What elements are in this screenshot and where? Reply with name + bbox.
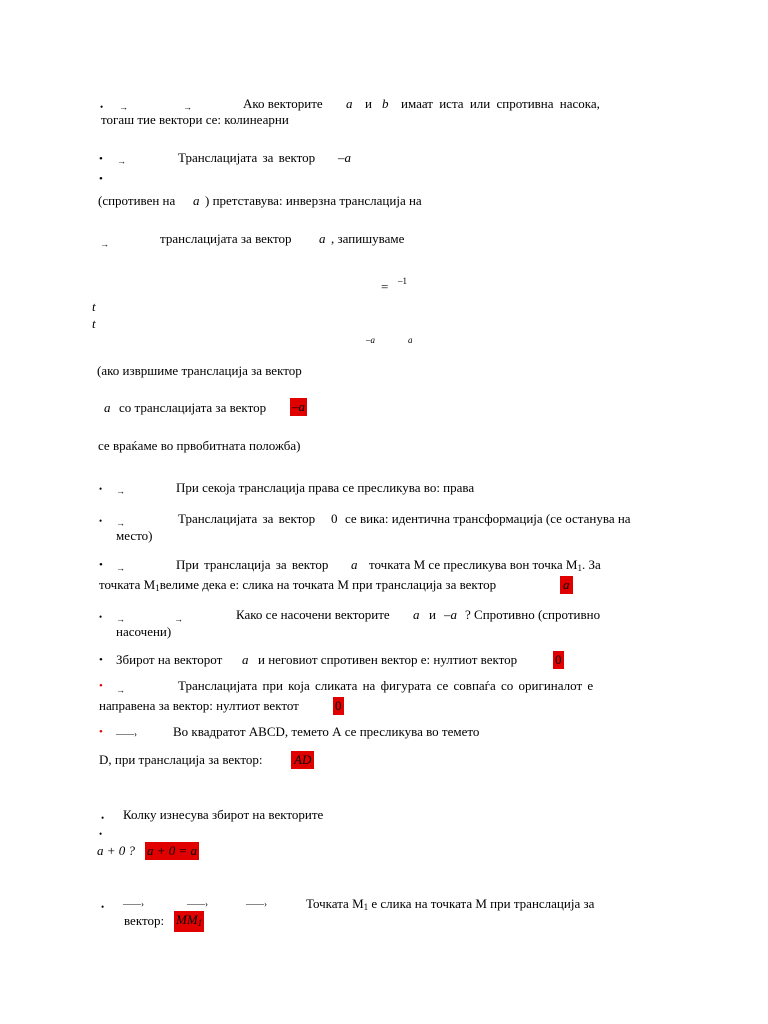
zero-vector: 0	[331, 511, 338, 526]
vector-a: a	[319, 231, 326, 246]
answer-highlight: a + 0 = a	[147, 843, 198, 858]
bullet: •	[99, 559, 103, 571]
item6-line2: насочени)	[116, 624, 172, 639]
item8-line2: направена за вектор: нултиот вектот	[99, 698, 299, 713]
item2-line6-mid: со транслацијата за вектор	[119, 400, 267, 415]
vector-a: a	[413, 607, 420, 622]
bullet: •	[99, 829, 103, 839]
item6-text-pre: Како се насочени векторите	[236, 607, 390, 622]
bullet: •	[99, 680, 103, 692]
item11-line2: вектор:	[124, 913, 165, 928]
item1-answer-line: тогаш тие вектори се: колинеарни	[101, 112, 289, 127]
item4-text-post: се вика: идентична трансформација (се останува на	[345, 511, 631, 526]
item7-text-pre: Збирот на векторот	[116, 652, 223, 667]
bullet: •	[99, 654, 103, 666]
answer-highlight: 0	[555, 652, 562, 667]
item2-text: Транслацијата за вектор	[178, 150, 316, 165]
bullet: •	[101, 902, 105, 912]
item8-text: Транслацијата при која сликата на фигурата се совпаѓа со оригиналот е	[178, 678, 594, 693]
item10-text: Колку изнесува збирот на векторите	[123, 807, 324, 822]
answer-highlight: AD	[291, 751, 314, 769]
answer-highlight: –a	[292, 399, 305, 414]
item2-line4-pre: транслацијата за вектор	[160, 231, 292, 246]
item4-text-pre: Транслацијата за вектор	[178, 511, 316, 526]
item2-line3-pre: (спротивен на	[98, 193, 176, 208]
vector-arrow: →	[116, 685, 125, 695]
vector-arrow: →	[116, 518, 125, 528]
vector-arrow: →	[174, 614, 183, 624]
item5-text-mid: точката М се пресликува вон точка $М_1$. За	[369, 557, 601, 573]
item6-text-post: ? Спротивно (спротивно	[465, 607, 601, 622]
answer-highlight: a	[560, 576, 573, 594]
item2-line7: се враќаме во првобитната положба)	[98, 438, 301, 453]
translation-symbol: t	[92, 299, 96, 314]
vector-neg-a: –a	[338, 150, 351, 165]
item2-line5: (ако извршиме транслација за вектор	[97, 363, 302, 378]
conjunction: и	[429, 607, 436, 622]
vector-arrow: →	[183, 102, 192, 112]
item10-expression: a + 0 ?	[97, 843, 136, 858]
item9-text: Во квадратот АВСD, темето А се пресликува во темето	[173, 724, 480, 739]
vector-arrow: →	[100, 239, 109, 249]
vector-long-arrow: ——›	[187, 899, 208, 909]
inverse-exponent: –1	[398, 276, 407, 286]
vector-a: a	[351, 557, 358, 572]
item4-line2: место)	[116, 528, 153, 543]
vector-a: a	[104, 400, 111, 415]
vector-arrow: →	[116, 614, 125, 624]
item5-line2: точката $М_1велиме$ дека е: слика на точката М при транслација за вектор	[99, 577, 497, 593]
bullet: •	[99, 484, 103, 494]
vector-a: a	[193, 193, 200, 208]
item1-text-pre: Ако векторите	[243, 96, 323, 111]
bullet: •	[99, 726, 103, 738]
vector-long-arrow: ——›	[123, 899, 144, 909]
item7-text-post: и неговиот спротивен вектор е: нултиот вектор	[258, 652, 518, 667]
bullet: •	[99, 516, 103, 526]
item9-line2: D, при транслација за вектор:	[99, 752, 263, 767]
bullet: •	[99, 173, 103, 185]
equals-sign: =	[381, 279, 389, 294]
item11-text: Точката $М_1$ е слика на точката М при транслација за	[306, 896, 595, 912]
item1-text-post: имаат иста или спротивна насока,	[401, 96, 600, 111]
conjunction: и	[365, 96, 372, 111]
bullet: •	[101, 813, 105, 823]
vector-arrow: →	[116, 563, 125, 573]
item2-line3-post: ) претставува: инверзна транслација на	[205, 193, 422, 208]
vector-neg-a: –a	[444, 607, 457, 622]
bullet: •	[99, 153, 103, 165]
item5-text-pre: При транслација за вектор	[176, 557, 329, 572]
vector-arrow: →	[117, 156, 126, 166]
bullet: •	[99, 612, 103, 622]
subscript-neg-a: –a	[366, 335, 375, 345]
subscript-a: a	[408, 335, 413, 345]
item2-line4-post: , запишуваме	[331, 231, 405, 246]
vector-long-arrow: ——›	[116, 729, 137, 739]
vector-a: a	[346, 96, 353, 111]
answer-highlight: 0	[335, 698, 342, 713]
translation-symbol: t	[92, 316, 96, 331]
bullet: •	[100, 102, 104, 112]
vector-long-arrow: ——›	[246, 899, 267, 909]
vector-arrow: →	[119, 102, 128, 112]
answer-highlight: $MM_1$	[174, 911, 204, 932]
vector-a: a	[242, 652, 249, 667]
vector-arrow: →	[116, 486, 125, 496]
vector-b: b	[382, 96, 389, 111]
item3-text: При секоја транслација права се пресликува во: права	[176, 480, 475, 495]
